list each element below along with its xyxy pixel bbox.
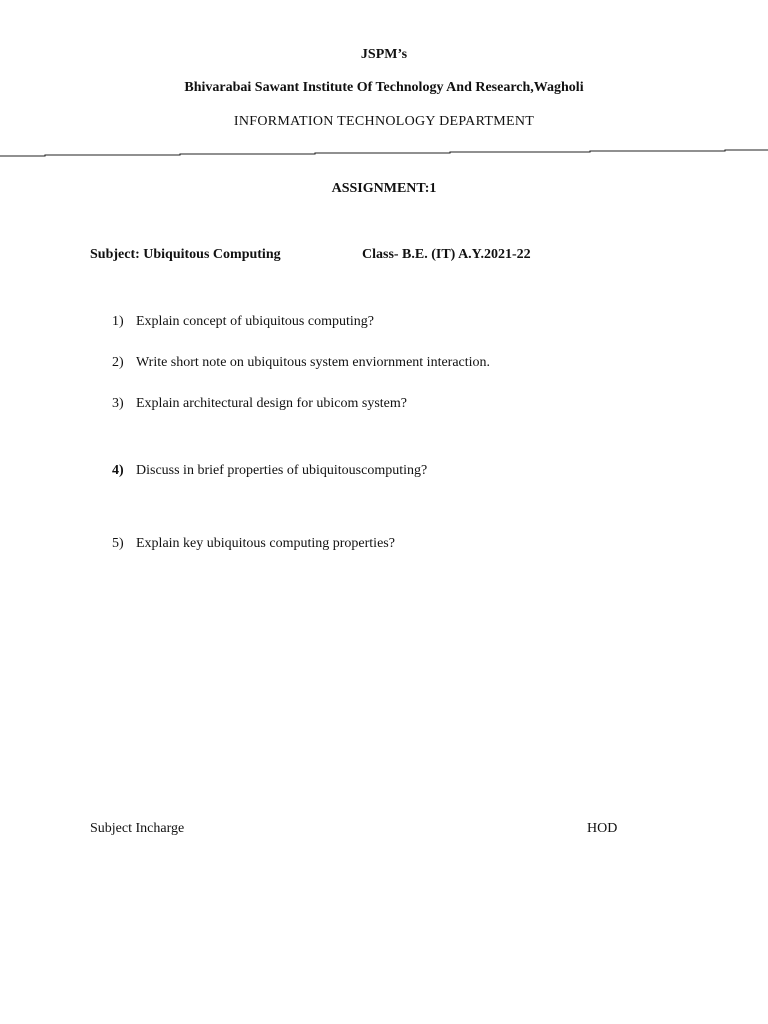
question-item	[112, 355, 490, 371]
assignment-title: ASSIGNMENT:1	[331, 181, 437, 196]
question-number: 5)	[112, 536, 124, 551]
question-text: Explain architectural design for ubicom system?	[136, 396, 407, 411]
department-name: INFORMATION TECHNOLOGY DEPARTMENT	[233, 114, 535, 129]
question-number: 3)	[112, 396, 124, 411]
question-text: Write short note on ubiquitous system enviornment interaction.	[136, 355, 491, 370]
class-label: Class- B.E. (IT) A.Y.2021-22	[362, 247, 531, 262]
question-text: Explain concept of ubiquitous computing?	[136, 314, 374, 329]
question-text: Explain key ubiquitous computing properties?	[136, 536, 395, 551]
question-number: 2)	[112, 355, 124, 370]
question-number: 4)	[112, 463, 124, 478]
institute-name: Bhivarabai Sawant Institute Of Technology And Research,Wagholi	[184, 80, 584, 95]
subject-label: Subject: Ubiquitous Computing	[90, 247, 281, 262]
subject-incharge-signature-label: Subject Incharge	[90, 821, 185, 836]
question-number: 1)	[112, 314, 124, 329]
question-item	[112, 314, 374, 330]
question-text: Discuss in brief properties of ubiquitouscomputing?	[136, 463, 428, 478]
hod-signature-label: HOD	[587, 821, 618, 836]
question-item	[112, 463, 427, 479]
institution-org: JSPM’s	[360, 47, 408, 62]
question-item	[112, 396, 407, 412]
question-item	[112, 536, 395, 552]
header-divider	[0, 140, 768, 170]
